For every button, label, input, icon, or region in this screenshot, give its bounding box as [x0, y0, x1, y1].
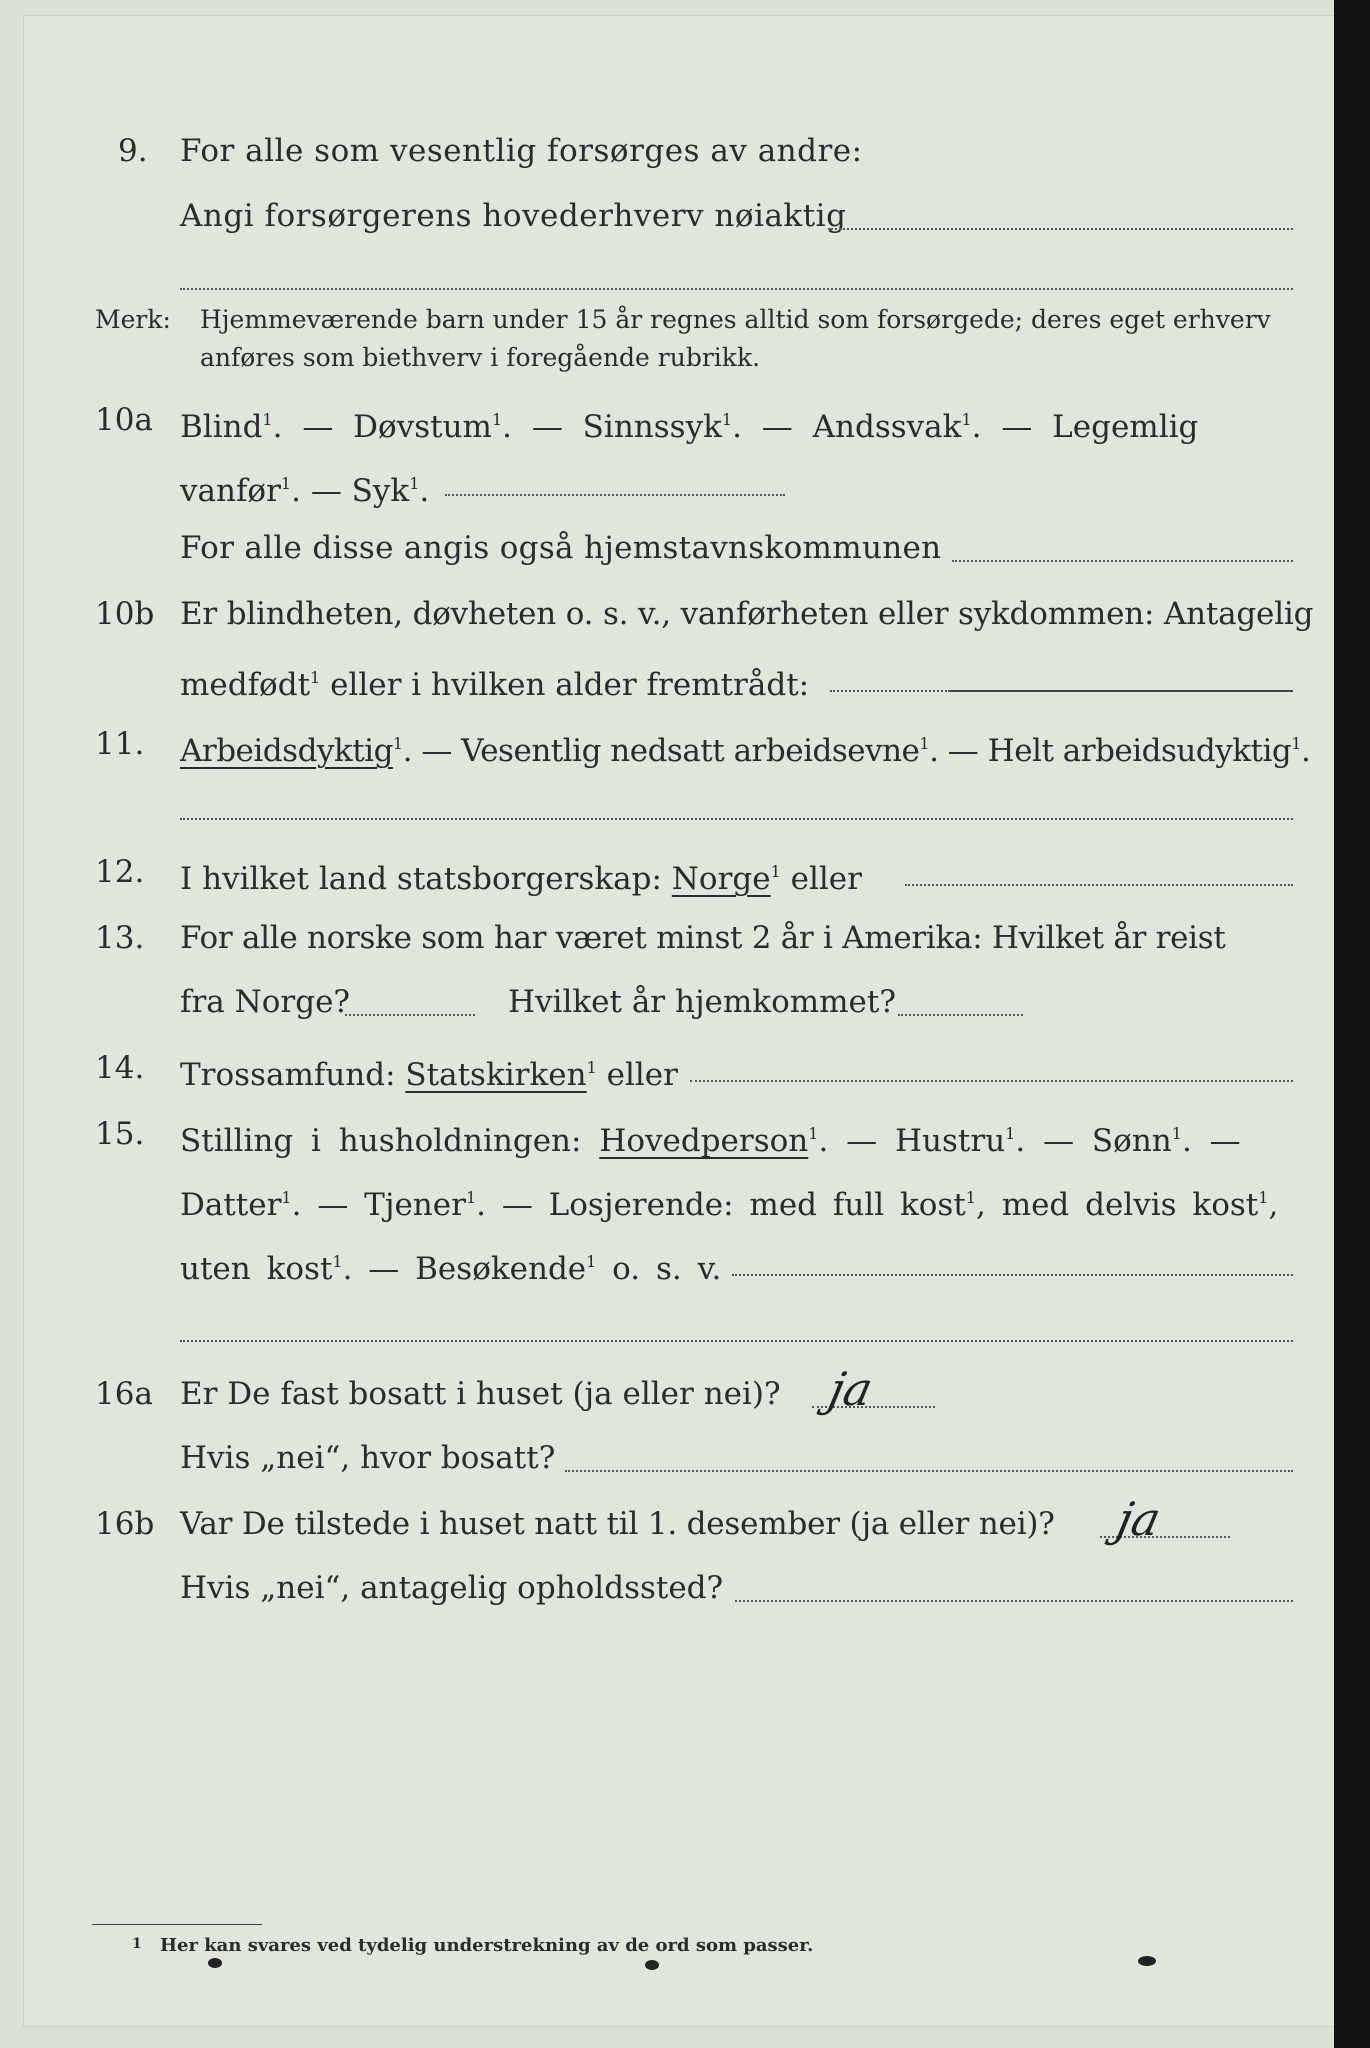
q10b-number: 10b — [95, 596, 155, 632]
footnote-text: Her kan svares ved tydelig understrekning av de ord som passer. — [160, 1935, 814, 1956]
q9-number: 9. — [118, 133, 148, 169]
q15-line3: uten kost$^1$. — Besøkende$^1$ o. s. v. — [180, 1251, 722, 1287]
q11-number: 11. — [95, 726, 145, 762]
q10a-line2: vanfør$^1$. — Syk$^1$. — [180, 473, 430, 509]
q11-answer-line — [180, 818, 1293, 820]
q16a-number: 16a — [95, 1376, 153, 1412]
q10a-line3: For alle disse angis også hjemstavnskommunen — [180, 530, 942, 566]
q16a-line1: Er De fast bosatt i huset (ja eller nei)? — [180, 1376, 781, 1412]
q10a-kommune-line — [952, 560, 1293, 562]
q11-line: Arbeidsdyktig$^1$. — Vesentlig nedsatt arbeidsevne$^1$. — Helt arbeidsudyktig$^1$. — [180, 733, 1311, 769]
q13-number: 13. — [95, 920, 145, 956]
footnote-rule — [92, 1924, 262, 1925]
q13-line1: For alle norske som har været minst 2 år i Amerika: Hvilket år reist — [180, 920, 1226, 956]
q13-hjem-line — [898, 1014, 1023, 1016]
q14-answer-line — [690, 1080, 1293, 1082]
footnote-mark: 1 — [132, 1936, 142, 1952]
merk-line1: Hjemmeværende barn under 15 år regnes alltid som forsørgede; deres eget erhverv — [200, 305, 1271, 334]
q16b-line2: Hvis „nei“, antagelig opholdssted? — [180, 1570, 724, 1606]
q16b-sted-line — [735, 1600, 1293, 1602]
scan-border — [1334, 0, 1370, 2048]
q14-line: Trossamfund: Statskirken$^1$ eller — [180, 1057, 678, 1093]
q10a-line1: Blind$^1$. — Døvstum$^1$. — Sinnssyk$^1$. — Andssvak$^1$. — Legemlig — [180, 409, 1199, 445]
q10a-number: 10a — [95, 402, 153, 438]
ink-blot — [1138, 1956, 1156, 1966]
q15-number: 15. — [95, 1116, 145, 1152]
ink-blot — [208, 1958, 222, 1968]
q13-reist-line — [345, 1014, 475, 1016]
q15-line2: Datter$^1$. — Tjener$^1$. — Losjerende: med full kost$^1$, med delvis kost$^1$, — [180, 1187, 1279, 1223]
ink-blot — [645, 1960, 659, 1970]
q10b-answer-line — [950, 690, 1293, 692]
q13-line2b: Hvilket år hjemkommet? — [508, 984, 896, 1020]
q10b-answer-dots — [830, 690, 950, 692]
q15-line1: Stilling i husholdningen: Hovedperson$^1$. — Hustru$^1$. — Sønn$^1$. — — [180, 1123, 1241, 1159]
q10a-syk-line — [445, 494, 785, 496]
q15-answer-line — [732, 1274, 1293, 1276]
q16a-bosatt-line — [565, 1470, 1293, 1472]
q14-number: 14. — [95, 1050, 145, 1086]
q9-line1: For alle som vesentlig forsørges av andre: — [180, 133, 863, 169]
q13-line2a: fra Norge? — [180, 984, 351, 1020]
q16a-handwritten-answer: ja — [824, 1362, 878, 1416]
q10b-line1: Er blindheten, døvheten o. s. v., vanførheten eller sykdommen: Antagelig — [180, 596, 1314, 632]
q16b-number: 16b — [95, 1506, 155, 1542]
q9-line2: Angi forsørgerens hovederhverv nøiaktig — [180, 198, 847, 234]
merk-label: Merk: — [95, 305, 171, 334]
q9-answer-line-2 — [180, 288, 1293, 290]
q16b-handwritten-answer: ja — [1112, 1492, 1166, 1546]
q15-answer-line-2 — [180, 1340, 1293, 1342]
q9-answer-line — [828, 228, 1293, 230]
q16b-line1: Var De tilstede i huset natt til 1. desember (ja eller nei)? — [180, 1506, 1055, 1542]
q12-line: I hvilket land statsborgerskap: Norge$^1$ eller — [180, 861, 862, 897]
q10b-line2: medfødt$^1$ eller i hvilken alder fremtrådt: — [180, 667, 810, 703]
merk-line2: anføres som biethverv i foregående rubrikk. — [200, 343, 761, 372]
q16a-line2: Hvis „nei“, hvor bosatt? — [180, 1440, 556, 1476]
q12-number: 12. — [95, 854, 145, 890]
q12-answer-line — [905, 884, 1293, 886]
